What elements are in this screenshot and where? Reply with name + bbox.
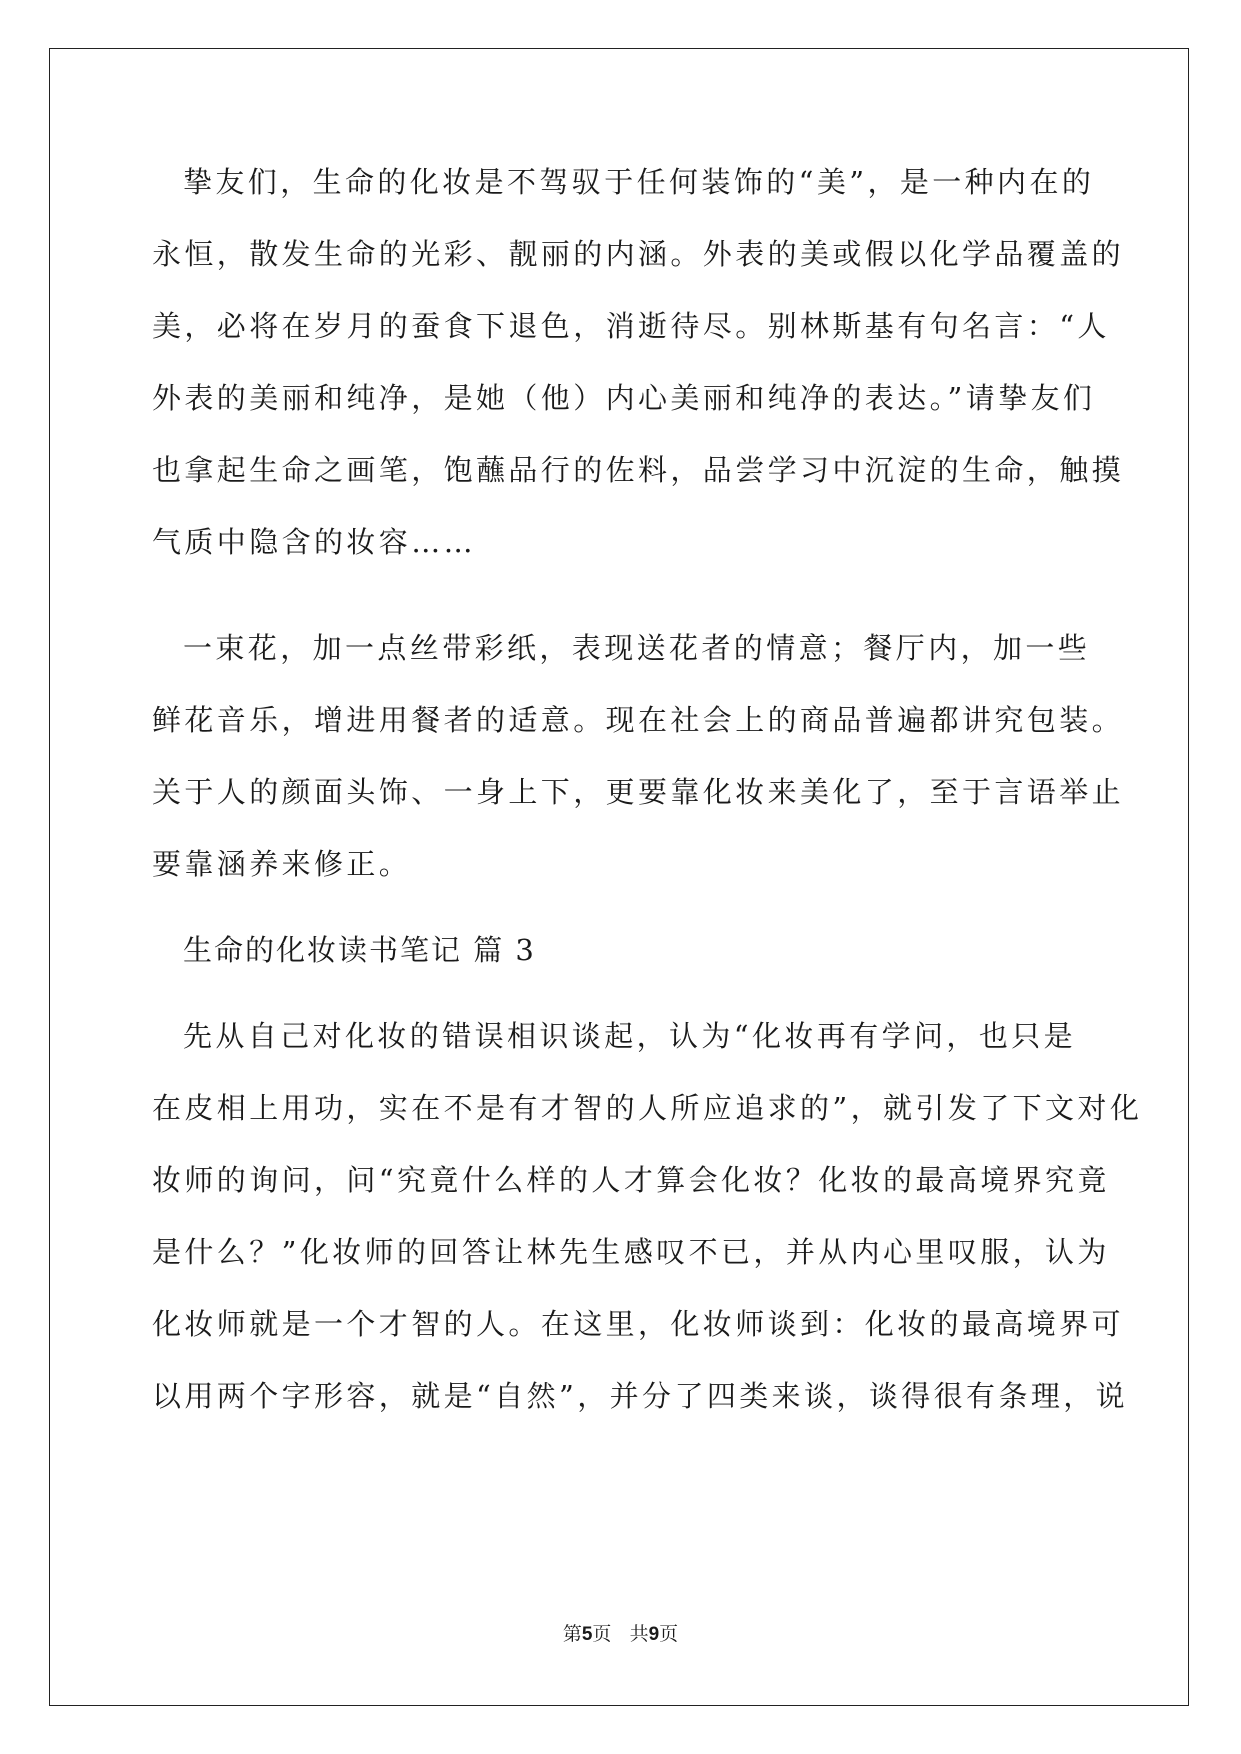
section-heading: 生命的化妆读书笔记 篇 3 — [183, 933, 536, 967]
paragraph-3-line-3: 妆师的询问，问“究竟什么样的人才算会化妆？化妆的最高境界究竟 — [152, 1163, 1110, 1197]
paragraph-1-line-1: 挚友们，生命的化妆是不驾驭于任何装饰的“美”，是一种内在的 — [183, 165, 1095, 199]
page-suffix: 页 — [592, 1623, 612, 1645]
paragraph-3-line-6: 以用两个字形容，就是“自然”，并分了四类来谈，谈得很有条理，说 — [152, 1379, 1129, 1413]
paragraph-1-line-6: 气质中隐含的妆容…… — [152, 525, 477, 559]
paragraph-3-line-4: 是什么？”化妆师的回答让林先生感叹不已，并从内心里叹服，认为 — [152, 1235, 1110, 1269]
paragraph-3-line-2: 在皮相上用功，实在不是有才智的人所应追求的”，就引发了下文对化 — [152, 1091, 1143, 1125]
page-footer — [0, 1622, 1241, 1647]
paragraph-3-line-5: 化妆师就是一个才智的人。在这里，化妆师谈到：化妆的最高境界可 — [152, 1307, 1125, 1341]
paragraph-1-line-2: 永恒，散发生命的光彩、靓丽的内涵。外表的美或假以化学品覆盖的 — [152, 237, 1125, 271]
page-total: 9 — [648, 1624, 660, 1645]
paragraph-3-line-1: 先从自己对化妆的错误相识谈起，认为“化妆再有学问，也只是 — [183, 1019, 1077, 1053]
paragraph-2-line-1: 一束花，加一点丝带彩纸，表现送花者的情意；餐厅内，加一些 — [183, 631, 1091, 665]
paragraph-1-line-3: 美，必将在岁月的蚕食下退色，消逝待尽。别林斯基有句名言：“人 — [152, 309, 1110, 343]
total-suffix: 页 — [659, 1623, 679, 1645]
total-prefix: 共 — [629, 1623, 649, 1645]
paragraph-2-line-4: 要靠涵养来修正。 — [152, 847, 412, 881]
page-current: 5 — [581, 1624, 593, 1645]
paragraph-1-line-5: 也拿起生命之画笔，饱蘸品行的佐料，品尝学习中沉淀的生命，触摸 — [152, 453, 1125, 487]
paragraph-1-line-4: 外表的美丽和纯净，是她（他）内心美丽和纯净的表达。”请挚友们 — [152, 381, 1096, 415]
paragraph-2-line-2: 鲜花音乐，增进用餐者的适意。现在社会上的商品普遍都讲究包装。 — [152, 703, 1125, 737]
paragraph-2-line-3: 关于人的颜面头饰、一身上下，更要靠化妆来美化了，至于言语举止 — [152, 775, 1125, 809]
page-prefix: 第 — [562, 1623, 582, 1645]
